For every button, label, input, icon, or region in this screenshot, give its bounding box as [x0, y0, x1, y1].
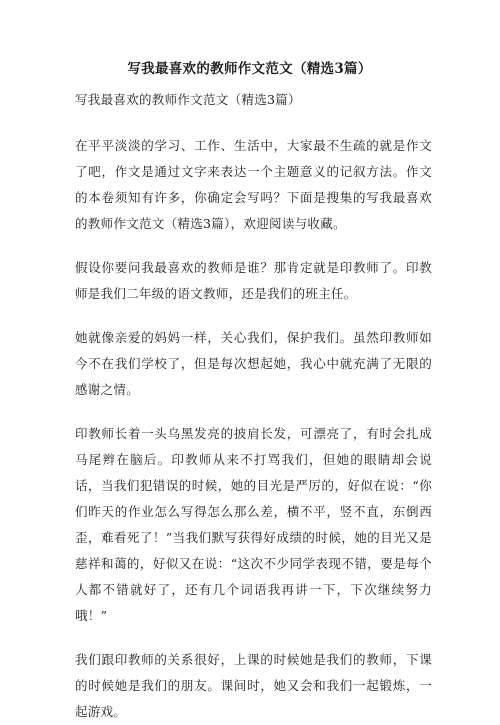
paragraph-1: 在平平淡淡的学习、工作、生活中，大家最不生疏的就是作文了吧，作文是通过文字来表达一个主题意义的记叙方法。作文的本卷须知有许多，你确定会写吗？下面是搜集的写我最喜欢的教师作文范文（精选3篇），欢迎阅读与收藏。: [75, 138, 432, 231]
document-title: 写我最喜欢的教师作文范文（精选3篇）: [127, 61, 372, 77]
paragraph-2: 假设你要问我最喜欢的教师是谁？那肯定就是印教师了。印教师是我们二年级的语文教师，还是我们的班主任。: [75, 260, 432, 301]
document-subtitle: 写我最喜欢的教师作文范文（精选3篇）: [75, 92, 301, 107]
paragraph-3: 她就像亲爱的妈妈一样，关心我们，保护我们。虽然印教师如今不在我们学校了，但是每次想起她，我心中就充满了无限的感谢之情。: [75, 330, 432, 397]
paragraph-4: 印教师长着一头乌黑发亮的披肩长发，可漂亮了，有时会扎成马尾辫在脑后。印教师从来不打骂我们，但她的眼睛却会说话，当我们犯错误的时候，她的目光是严厉的，好似在说：“你们昨天的作业怎么写得怎么那么差，横不平，竖不直，东倒西歪，难看死了！”当我们默写获得好成绩的时候，她的目光又是慈祥和蔼的，好似又在说：“这次不少同学表现不错，要是每个人都不错就好了，还有几个词语我再讲一下，下次继续努力哦！”: [75, 426, 432, 623]
paragraph-5: 我们跟印教师的关系很好，上课的时候她是我们的教师，下课的时候她是我们的朋友。课间时，她又会和我们一起锻炼，一起游戏。: [75, 652, 432, 719]
